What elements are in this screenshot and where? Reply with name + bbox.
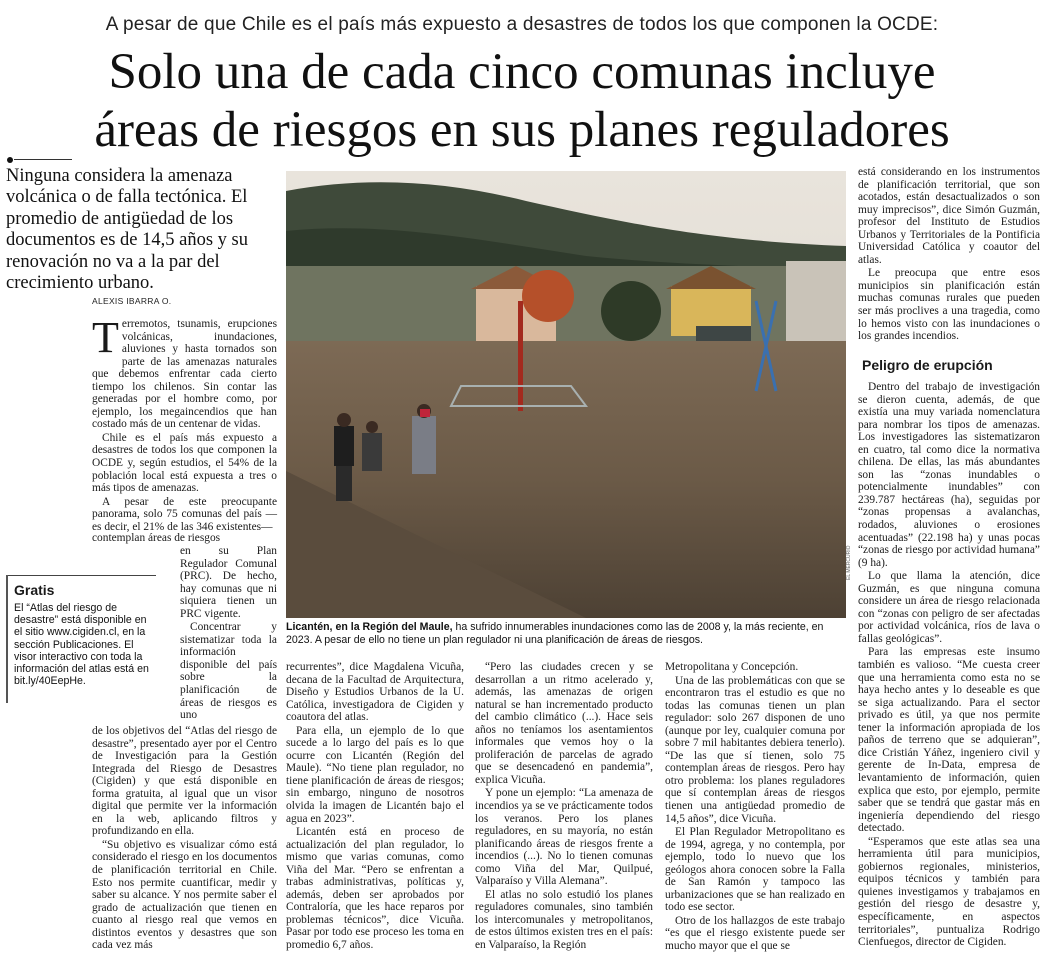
byline: ALEXIS IBARRA O. — [92, 296, 172, 306]
col5-paragraph-4: Lo que llama la atención, dice Guzmán, es que ninguna comuna considere un área de riesgo relacionada con “zonas con peligro de ser afectadas por actividad volcánica, ríos de lava o fallas geológicas”. — [858, 570, 1040, 645]
col1-paragraph-3a: A pesar de este preocupante panorama, solo 75 comunas del país —es decir, el 21% de las 346 existentes— — [92, 495, 277, 533]
col2-paragraph-2: Para ella, un ejemplo de lo que sucede a lo largo del país es lo que ocurre con Licantén (Región del Maule). “No tiene plan regulador, no tiene planificación de áreas de riesgos; sin embargo, ninguno de nosotros olvida la imagen de Licantén bajo el agua en 2023”. — [286, 724, 464, 825]
photo-caption — [286, 621, 846, 647]
column-1-lower: de los objetivos del “Atlas del riesgo de desastre”, presentado ayer por el Centro de Investigación para la Gestión Integrada del Riesgo de Desastres (Cigiden) y que está disponible en forma gratuita, al igual que un visor digital que permite ver la información en la web, aplicando filtros y profundizando en ella. “Su objetivo es visualizar cómo está considerado el riesgo en los documentos de planificación territorial en Chile. Esto nos permite cuantificar, medir y saber su alcance. Y nos permite saber el grado de actualización que tienen en cuanto al riesgo real que vemos en distintos eventos y desastres que son cada vez más — [92, 725, 277, 952]
col5-paragraph-5: Para las empresas este insumo también es valioso. “Me cuesta creer que una herramienta como esta no se haya hecho antes y lo deseable es que se siga actualizando. Para el sector privado es útil, ya que nos permite tener la información apropiada de los paños de terreno que se adquieran”, dice Cristián Yáñez, ingeniero civil y gerente de In-Data, empresa de levantamiento de información, quien explica que esto, por ejemplo, permite saber que se tendrá que gastar más en ingeniería dependiendo del riesgo detectado. — [858, 646, 1040, 835]
col5-paragraph-2: Le preocupa que entre esos municipios sin planificación están muchas comunas rurales que pueden ser más proclives a una tragedia, como lo hemos visto con las inundaciones o los grandes incendios. — [858, 267, 1040, 343]
column-1-narrow: en su Plan Regulador Comunal (PRC). De hecho, hay comunas que ni siquiera tienen un PRC vigente. Concentrar y sistematizar toda la información disponible del país sobre la planificación de áreas de riesgos es uno — [180, 545, 277, 722]
gratis-box — [6, 575, 156, 706]
flood-photo — [286, 171, 846, 618]
deck-rule — [14, 159, 72, 160]
col2-paragraph-1: recurrentes”, dice Magdalena Vicuña, decana de la Facultad de Arquitectura, Diseño y Estudios Urbanos de la U. Católica, investigadora de Cigiden y coautora del atlas. — [286, 661, 464, 724]
column-4 — [665, 661, 845, 954]
column-5-upper — [858, 166, 1040, 344]
col3-paragraph-2: Y pone un ejemplo: “La amenaza de incendios ya se ve prácticamente todos los veranos. Pero los planes reguladores, en su mayoría, no están planificando áreas de riesgos frente a incendios (...). No lo tienen comunas como Viña del Mar, Quilpué, Valparaíso y Villa Alemana”. — [475, 787, 653, 888]
col4-paragraph-4: Otro de los hallazgos de este trabajo “es que el riesgo existente puede ser mucho mayor que el que se — [665, 914, 845, 953]
col3-paragraph-1: “Pero las ciudades crecen y se desarrollan a un ritmo acelerado y, además, las amenazas de origen natural se han incrementado producto del cambio climático (...). Hace seis años no teníamos los asentamientos informales que vemos hoy o la proliferación de parcelas de agrado que se desencadenó en pandemia”, explica Vicuña. — [475, 661, 653, 786]
column-5-lower — [858, 381, 1040, 950]
col5-paragraph-6: “Esperamos que este atlas sea una herramienta útil para municipios, gobiernos regionales, ministerios, equipos técnicos y también para quienes investigamos y trabajamos en gestión del riesgo de desastre y, específicamente, en aspectos territoriales”, puntualiza Rodrigo Cienfuegos, director de Cigiden. — [858, 835, 1040, 949]
drop-cap: T — [92, 313, 119, 362]
col1-paragraph-2: Chile es el país más expuesto a desastres de todos los que componen la OCDE y, según estudios, el 54% de la población local está expuesta a tres o más tipos de amenazas. — [92, 431, 277, 495]
kicker: A pesar de que Chile es el país más expuesto a desastres de todos los que componen la OCDE: — [105, 14, 939, 35]
col4-paragraph-1: Metropolitana y Concepción. — [665, 661, 799, 673]
gratis-bar — [6, 575, 8, 703]
col5-paragraph-3: Dentro del trabajo de investigación se dieron cuenta, además, de que existía una muy variada nomenclatura para nombrar los tipos de amenazas. Los investigadores las sistematizaron en cuatro, tal como dice la normativa chilena. De ellas, las más abundantes son las “zonas inundables o potencialmente inundables” con 239.787 hectáreas (ha), seguidas por “zonas propensas a avalanchas, rodados, aluviones o erosiones acentuadas” (22.198 ha) y unas pocas “zonas de riesgo por actividad humana” (9 ha). — [858, 381, 1040, 569]
caption-bold: Licantén, en la Región del Maule, — [286, 621, 453, 633]
subhead-peligro: Peligro de erupción — [862, 357, 993, 373]
deck: Ninguna considera la amenaza volcánica o de falla tectónica. El promedio de antigüedad de los documentos es de 14,5 años y su renovación no va a la par del crecimiento urbano. — [6, 166, 249, 294]
gratis-title: Gratis — [14, 582, 55, 598]
headline-line-1: Solo una de cada cinco comunas incluye — [108, 44, 936, 100]
column-1-upper — [92, 313, 277, 533]
photo-credit: EL MERCURIO — [846, 545, 852, 580]
column-2 — [286, 661, 464, 953]
flood-photo-svg — [286, 171, 846, 618]
col1-paragraph-1: erremotos, tsunamis, erupciones volcánicas, inundaciones, aluviones y hasta tornados son parte de las amenazas naturales que debemos enfrentar cada cierto tiempo los chilenos. Sin contar las generadas por el hombre como, por ejemplo, los megaincendios que han costado más de un centenar de vidas. — [92, 318, 277, 431]
col3-paragraph-3: El atlas no solo estudió los planes reguladores comunales, sino también los intercomunales y metropolitanos, de estos últimos existen tres en el país: en Valparaíso, la Región — [475, 888, 653, 952]
headline-line-2: áreas de riesgos en sus planes reguladores — [94, 102, 950, 158]
column-1-middle: contemplan áreas de riesgos — [92, 532, 221, 544]
gratis-text: El “Atlas del riesgo de desastre” está disponible en el sitio www.cigiden.cl, en la sección Publicaciones. El visor interactivo con toda la información del atlas está en bit.ly/40EepHe. — [14, 602, 149, 688]
col4-paragraph-2: Una de las problemáticas con que se encontraron tras el estudio es que no todas las comunas tienen un plan regulador: solo 267 disponen de uno (aunque por ley, cualquier comuna por sobre 7 mil habitantes debiera tenerlo). “De las que sí tienen, solo 75 contemplan áreas de riesgos. Pero hay otro problema: los planes reguladores que sí contemplan áreas de riesgos tienen una antigüedad promedio de 14,5 años”, dice Vicuña. — [665, 674, 845, 825]
col2-paragraph-3: Licantén está en proceso de actualización del plan regulador, lo mismo que varias comunas, como Viña del Mar. “Pero se enfrentan a trabas administrativas, políticas y, además, deben ser aprobados por Contraloría, que les hace reparos por problemas técnicos”, dice Vicuña. Pasar por todo ese proceso les toma en promedio 6,7 años. — [286, 826, 464, 952]
col5-paragraph-1: está considerando en los instrumentos de planificación territorial, que son acotados, están desactualizados o son muy imprecisos”, dice Simón Guzmán, profesor del Instituto de Estudios Urbanos y Territoriales de la Pontificia Universidad Católica y coautor del atlas. — [858, 166, 1040, 266]
bullet-dot — [7, 157, 13, 163]
col4-paragraph-3: El Plan Regulador Metropolitano es de 1994, agrega, y no contempla, por ejemplo, todo lo nuevo que los geólogos ahora conocen sobre la Falla de San Ramón y tampoco las urbanizaciones que se han realizado en todo ese sector. — [665, 826, 845, 914]
caption-text: ha sufrido innumerables inundaciones como las de 2008 y, la más reciente, en 2023. A pesar de ello no tiene un plan regulador ni una planificación de áreas de riesgos. — [286, 621, 824, 646]
col1-paragraph-5: “Su objetivo es visualizar cómo está considerado el riesgo en los documentos de planificación territorial en Chile. Esto nos permite cuantificar, medir y saber su alcance. Y nos permite saber el grado de actualización que tienen en cuanto al riesgo real que vemos en distintos eventos y desastres que son cada vez más — [92, 838, 277, 952]
column-3 — [475, 661, 653, 953]
